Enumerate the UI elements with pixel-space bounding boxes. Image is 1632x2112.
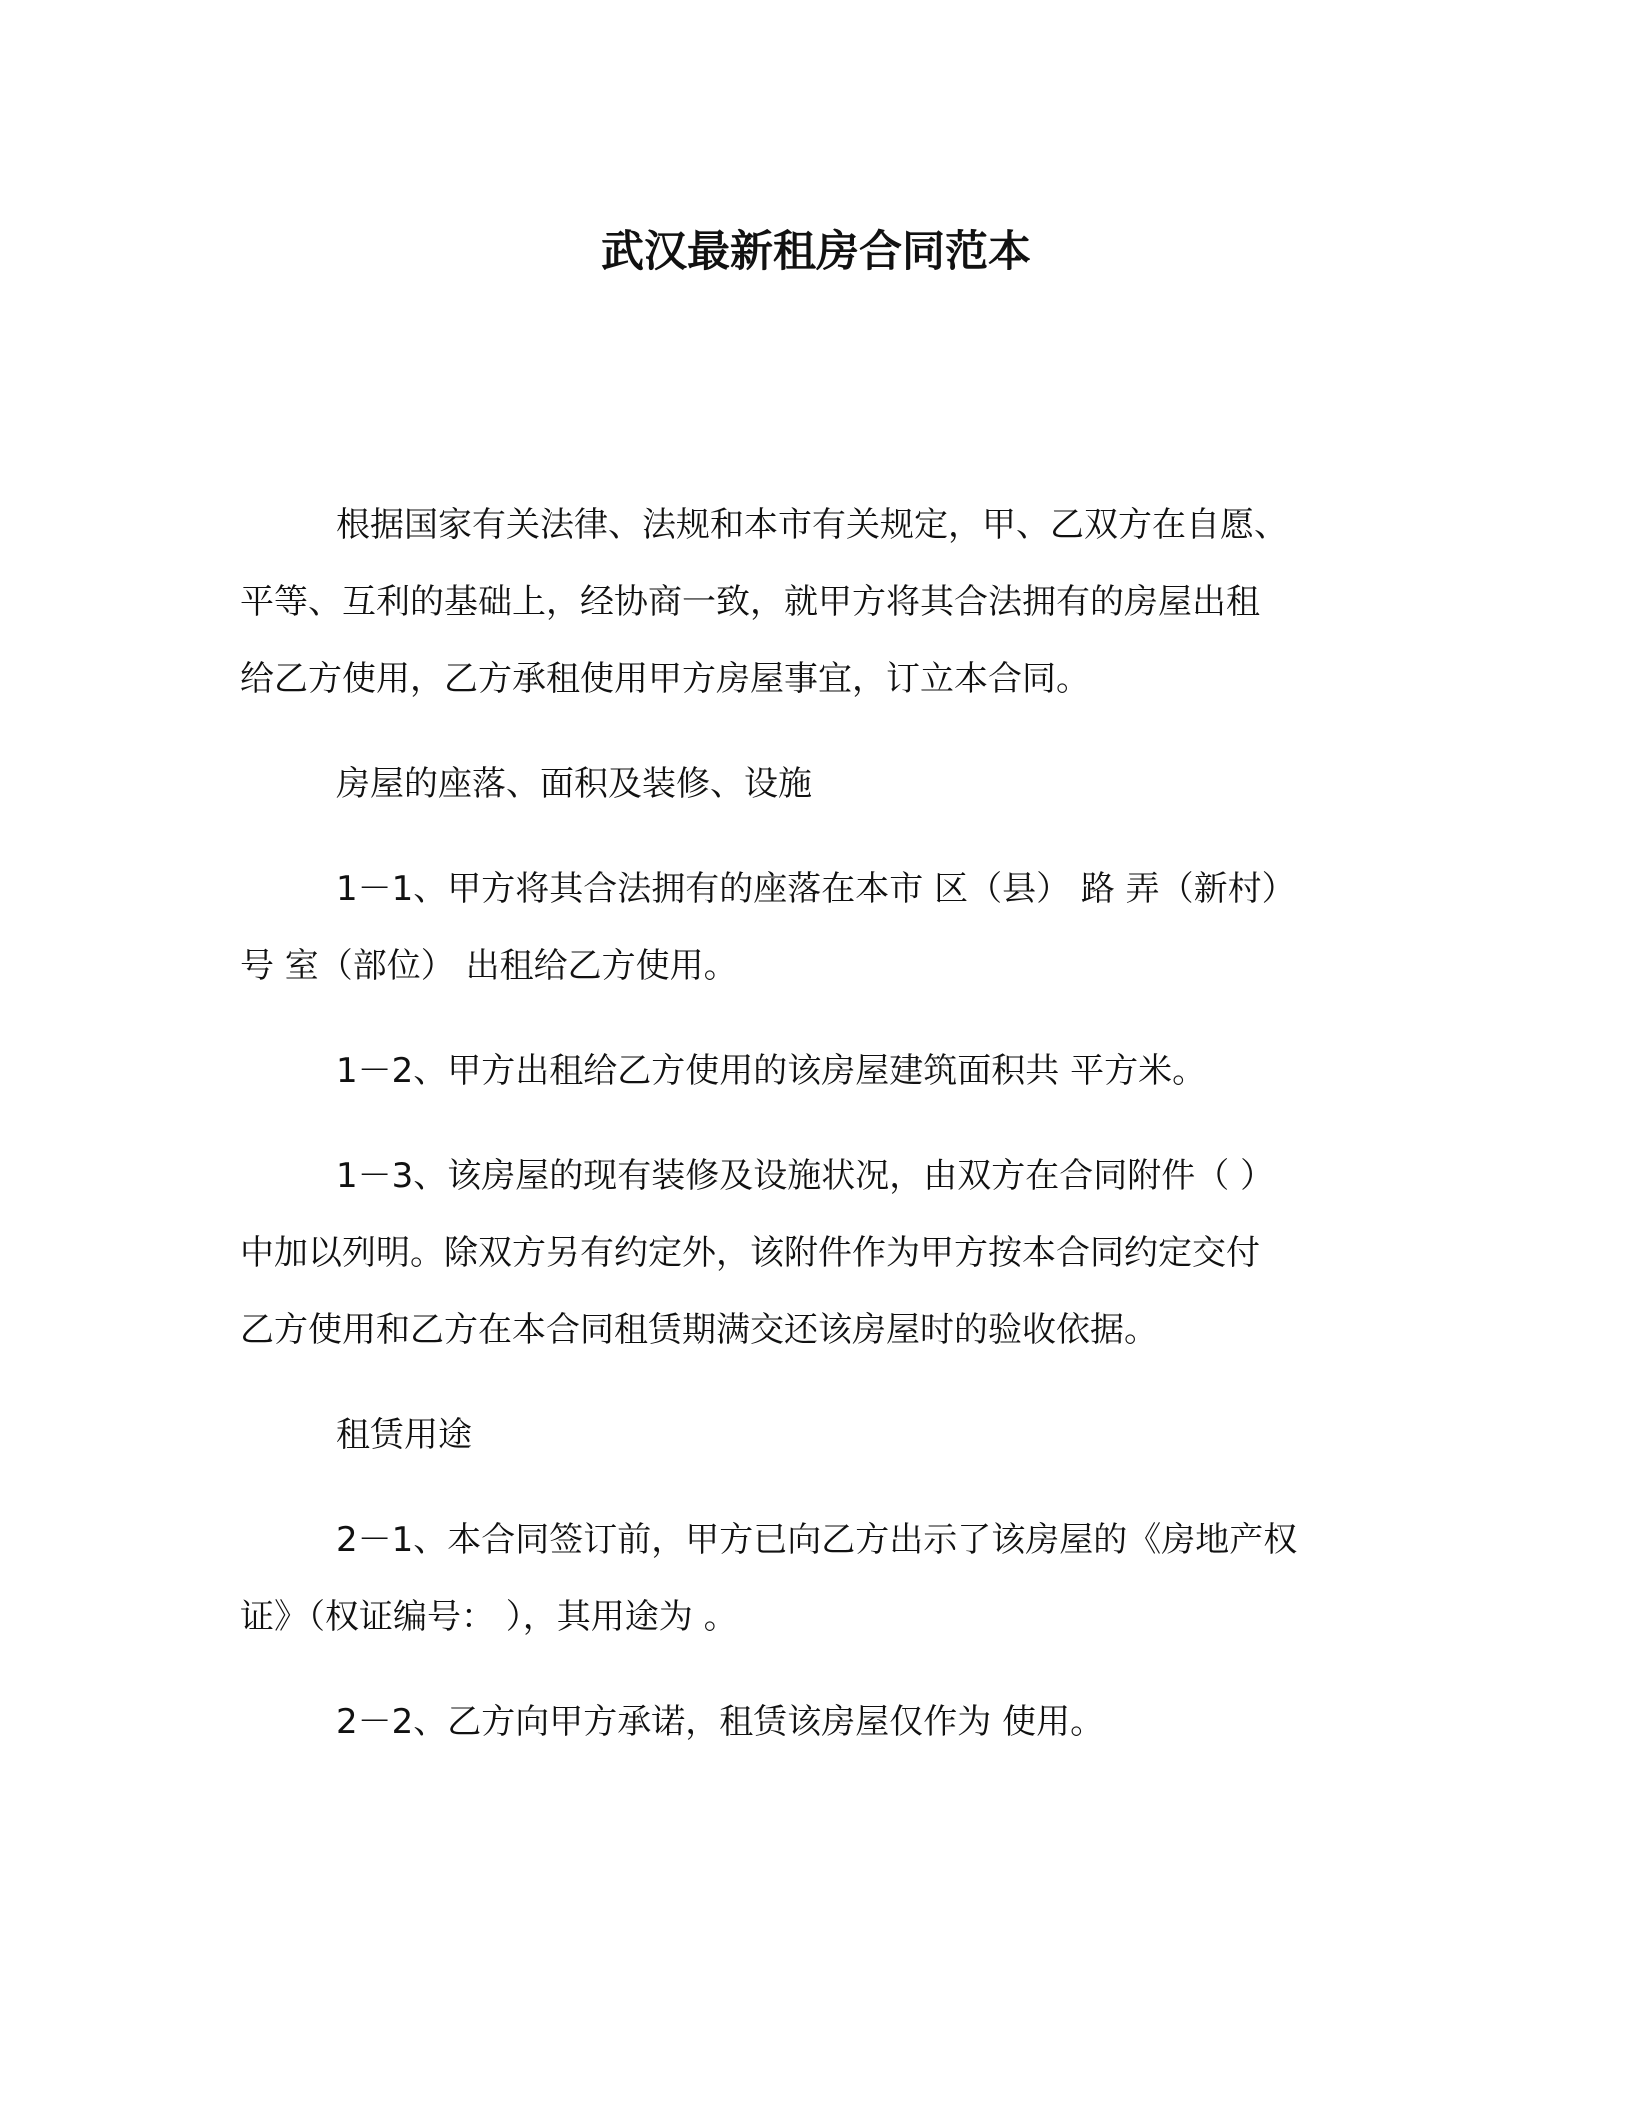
clause-2-1: [240, 1502, 1390, 1656]
text-line: 租赁用途: [336, 1415, 472, 1455]
text-line: 乙方使用和乙方在本合同租赁期满交还该房屋时的验收依据。: [240, 1310, 1158, 1350]
clause-1-3: [240, 1138, 1390, 1369]
document-body: [240, 487, 1390, 1761]
text-line: 号 室（部位） 出租给乙方使用。: [240, 946, 738, 986]
text-line: 平等、互利的基础上，经协商一致，就甲方将其合法拥有的房屋出租: [240, 582, 1260, 622]
clause-1-2: [240, 1033, 1390, 1110]
text-line: 1－3、该房屋的现有装修及设施状况，由双方在合同附件（ ）: [336, 1156, 1275, 1196]
clause-2-2: [240, 1684, 1390, 1761]
document-title: 武汉最新租房合同范本: [601, 227, 1031, 277]
text-line: 1－1、甲方将其合法拥有的座落在本市 区（县） 路 弄（新村）: [336, 869, 1296, 909]
text-line: 1－2、甲方出租给乙方使用的该房屋建筑面积共 平方米。: [336, 1051, 1207, 1091]
text-line: 房屋的座落、面积及装修、设施: [336, 764, 812, 804]
text-line: 给乙方使用，乙方承租使用甲方房屋事宜，订立本合同。: [240, 659, 1090, 699]
section-heading-premises: [240, 746, 1390, 823]
text-line: 证》（权证编号： ），其用途为 。: [240, 1597, 738, 1637]
clause-1-1: [240, 851, 1390, 1005]
text-line: 2－1、本合同签订前，甲方已向乙方出示了该房屋的《房地产权: [336, 1520, 1298, 1560]
section-heading-use: [240, 1397, 1390, 1474]
text-line: 中加以列明。除双方另有约定外，该附件作为甲方按本合同约定交付: [240, 1233, 1260, 1273]
text-line: 根据国家有关法律、法规和本市有关规定，甲、乙双方在自愿、: [336, 505, 1288, 545]
paragraph-preamble: [240, 487, 1390, 718]
text-line: 2－2、乙方向甲方承诺，租赁该房屋仅作为 使用。: [336, 1702, 1105, 1742]
